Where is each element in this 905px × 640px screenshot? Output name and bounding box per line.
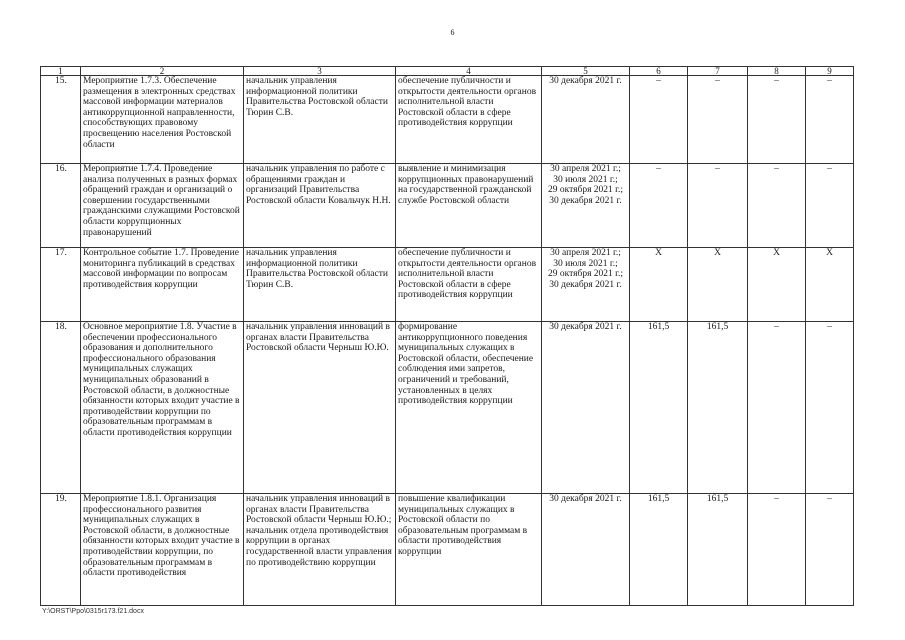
deadline-cell — [542, 248, 630, 322]
header-cell: 8 — [748, 67, 806, 76]
value-cell: – — [748, 76, 806, 164]
deadline-cell — [542, 322, 630, 494]
deadline-date: 30 декабря 2021 г. — [549, 322, 622, 332]
value-cell: – — [688, 76, 748, 164]
header-cell: 4 — [396, 67, 542, 76]
page-number: 6 — [450, 28, 455, 37]
value-cell: – — [630, 164, 688, 248]
header-row — [41, 67, 854, 76]
table-row — [41, 164, 854, 248]
deadline-date: 30 июля 2021 г.; — [553, 258, 618, 269]
value-cell: – — [806, 322, 854, 494]
value-cell: X — [806, 248, 854, 322]
result-cell: повышение квалификации муниципальных служащих в Ростовской области по образовательным программам в области противодействия коррупции — [396, 494, 542, 606]
value-cell: – — [688, 164, 748, 248]
value-cell: X — [748, 248, 806, 322]
deadline-cell — [542, 164, 630, 248]
row-number: 16. — [41, 164, 81, 248]
value-cell: 161,5 — [630, 322, 688, 494]
row-number: 15. — [41, 76, 81, 164]
result-cell: формирование антикоррупционного поведения муниципальных служащих в Ростовской области, обеспечение соблюдения ими запретов, ограничений и требований, установленных в целях противодействия коррупции — [396, 322, 542, 494]
responsible-cell: начальник управления инноваций в органах власти Правительства Ростовской области Черныш Ю.Ю.; начальник отдела противодействия коррупции в органах государственной власти управления по противодействию коррупции — [244, 494, 396, 606]
value-cell: – — [806, 164, 854, 248]
value-cell: X — [630, 248, 688, 322]
row-number: 19. — [41, 494, 81, 606]
deadline-cell — [542, 76, 630, 164]
result-cell: обеспечение публичности и открытости деятельности органов исполнительной власти Ростовской области в сфере противодействия коррупции — [396, 76, 542, 164]
value-cell: – — [748, 322, 806, 494]
deadline-cell — [542, 494, 630, 606]
header-cell: 6 — [630, 67, 688, 76]
deadline-date: 30 апреля 2021 г.; — [550, 248, 621, 258]
event-cell: Мероприятие 1.7.3. Обеспечение размещения в электронных средствах массовой информации материалов антикоррупционной направленности, способствующих правовому просвещению населения Ростовской области — [81, 76, 244, 164]
result-cell: выявление и минимизация коррупционных правонарушений на государственной гражданской службе Ростовской области — [396, 164, 542, 248]
table-row — [41, 322, 854, 494]
responsible-cell: начальник управления по работе с обращениями граждан и организаций Правительства Ростовской области Ковальчук Н.Н. — [244, 164, 396, 248]
value-cell: X — [688, 248, 748, 322]
header-cell: 5 — [542, 67, 630, 76]
row-number: 17. — [41, 248, 81, 322]
file-path-footer: Y:\ORST\Ppo\0315r173.f21.docx — [42, 608, 144, 615]
header-cell: 2 — [81, 67, 244, 76]
event-cell: Контрольное событие 1.7. Проведение мониторинга публикаций в средствах массовой информации по вопросам противодействия коррупции — [81, 248, 244, 322]
table-row — [41, 248, 854, 322]
table-row — [41, 76, 854, 164]
result-cell: обеспечение публичности и открытости деятельности органов исполнительной власти Ростовской области в сфере противодействия коррупции — [396, 248, 542, 322]
row-number: 18. — [41, 322, 81, 494]
deadline-date: 29 октября 2021 г.; — [547, 269, 624, 280]
deadline-date: 30 декабря 2021 г. — [549, 494, 622, 504]
deadline-date: 30 июля 2021 г.; — [553, 174, 618, 185]
value-cell: – — [806, 494, 854, 606]
event-cell: Мероприятие 1.7.4. Проведение анализа полученных в разных формах обращений граждан и организаций о совершении государственными гражданскими служащими Ростовской области коррупционных правонарушений — [81, 164, 244, 248]
value-cell: 161,5 — [688, 494, 748, 606]
table-row — [41, 494, 854, 606]
value-cell: – — [748, 164, 806, 248]
value-cell: 161,5 — [630, 494, 688, 606]
deadline-date: 30 декабря 2021 г. — [549, 195, 622, 206]
responsible-cell: начальник управления инноваций в органах власти Правительства Ростовской области Черныш Ю.Ю. — [244, 322, 396, 494]
deadline-date: 30 декабря 2021 г. — [549, 76, 622, 86]
value-cell: – — [630, 76, 688, 164]
value-cell: – — [748, 494, 806, 606]
value-cell: – — [806, 76, 854, 164]
responsible-cell: начальник управления информационной политики Правительства Ростовской области Тюрин С.В. — [244, 76, 396, 164]
responsible-cell: начальник управления информационной политики Правительства Ростовской области Тюрин С.В. — [244, 248, 396, 322]
deadline-date: 30 декабря 2021 г. — [549, 279, 622, 290]
value-cell: 161,5 — [688, 322, 748, 494]
header-cell: 3 — [244, 67, 396, 76]
event-cell: Мероприятие 1.8.1. Организация профессионального развития муниципальных служащих в Ростовской области, в должностные обязанности которых входит участие в противодействии коррупции, по образовательным программам в области противодействия — [81, 494, 244, 606]
header-cell: 7 — [688, 67, 748, 76]
deadline-date: 29 октября 2021 г.; — [547, 185, 624, 196]
plan-table — [40, 66, 854, 606]
deadline-date: 30 апреля 2021 г.; — [550, 164, 621, 174]
header-cell: 9 — [806, 67, 854, 76]
header-cell: 1 — [41, 67, 81, 76]
event-cell: Основное мероприятие 1.8. Участие в обеспечении профессионального образования и дополнительного профессионального образования муниципальных служащих муниципальных образований в Ростовской области, в должностные обязанности которых входит участие в противодействии коррупции по образовательным программам в области противодействия коррупции — [81, 322, 244, 494]
